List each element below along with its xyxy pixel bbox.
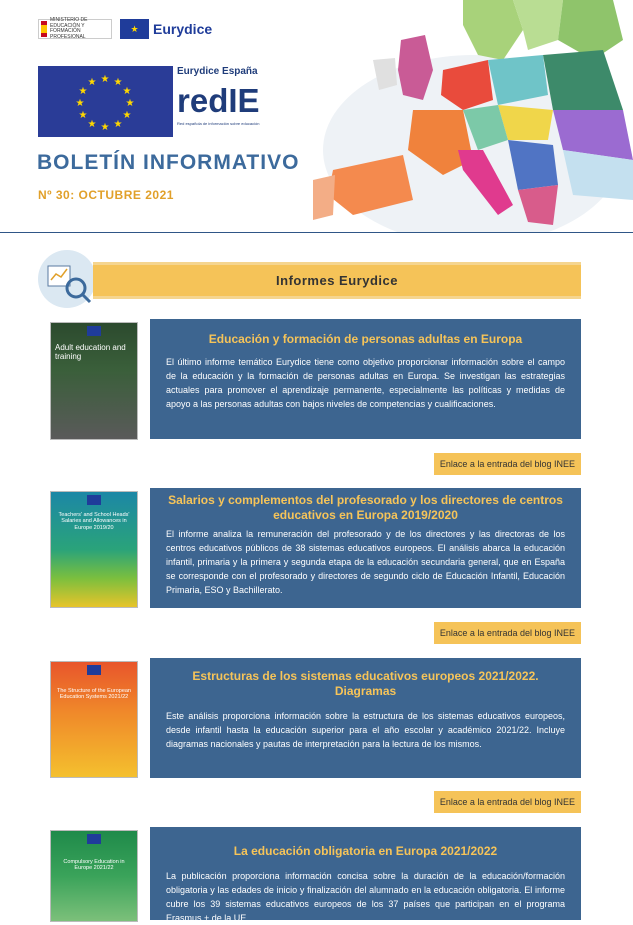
reports-magnifier-icon bbox=[38, 250, 96, 308]
article-card bbox=[150, 319, 581, 439]
cover-title: Compulsory Education in Europe 2021/22 bbox=[63, 859, 125, 872]
article-summary: El informe analiza la remuneración del profesorado y de los directores y las directoras de los centros educativos públicos de 38 sistemas educativos europeos. El análisis abarca la educación infantil, primaria y la primera y segunda etapa de la educación secundaria general, que en España se corresponde con el profesorado y directores de segundo ciclo de Educación Infantil, Educación Primaria, ESO y Bachillerato. bbox=[166, 529, 565, 595]
eu-flag-icon bbox=[87, 495, 101, 505]
eu-flag-icon bbox=[87, 665, 101, 675]
redie-subtitle: Red española de información sobre educación bbox=[177, 121, 260, 126]
eu-flag-large bbox=[38, 66, 173, 137]
svg-text:★: ★ bbox=[113, 119, 123, 130]
spain-flag-icon bbox=[41, 21, 47, 37]
issue-number: Nº 30: OCTUBRE 2021 bbox=[38, 188, 174, 202]
ministry-logo-text: MINISTERIO DE EDUCACIÓN Y FORMACIÓN PROFESIONAL bbox=[50, 17, 88, 40]
eu-flag-icon bbox=[87, 326, 101, 336]
blog-link[interactable]: Enlace a la entrada del blog INEE bbox=[434, 453, 581, 475]
page-title: BOLETÍN INFORMATIVO bbox=[37, 151, 300, 174]
article-title: Educación y formación de personas adultas en Europa bbox=[208, 332, 523, 346]
svg-text:★: ★ bbox=[78, 110, 88, 121]
cover-title: Teachers' and School Heads' Salaries and Allowances in Europe 2019/20 bbox=[58, 512, 130, 531]
article-summary: La publicación proporciona información concisa sobre la duración de la educación/formación obligatoria y las edades de inicio y finalización del alumnado en la educación obligatoria. El informe cubre los 39 sistemas educativos europeos de los 37 países que participan en el programa Erasmus + de la UE. bbox=[166, 871, 565, 923]
article-title: La educación obligatoria en Europa 2021/2022 bbox=[233, 844, 498, 858]
cover-title: The Structure of the European Education Systems 2021/22 bbox=[57, 688, 131, 701]
header-divider bbox=[0, 232, 633, 233]
svg-text:★: ★ bbox=[122, 110, 132, 121]
report-cover-teacher-salaries[interactable] bbox=[50, 491, 138, 608]
eu-flag-icon: ★ bbox=[120, 19, 149, 39]
eu-stars-icon bbox=[38, 66, 173, 137]
blog-link[interactable]: Enlace a la entrada del blog INEE bbox=[434, 622, 581, 644]
blog-link[interactable]: Enlace a la entrada del blog INEE bbox=[434, 791, 581, 813]
article-card bbox=[150, 658, 581, 778]
svg-text:★: ★ bbox=[75, 98, 85, 109]
eu-flag-icon bbox=[87, 834, 101, 844]
svg-text:★: ★ bbox=[78, 86, 88, 97]
article-card bbox=[150, 488, 581, 608]
svg-text:★: ★ bbox=[87, 119, 97, 130]
svg-text:★: ★ bbox=[125, 98, 135, 109]
redie-network-label: Eurydice España bbox=[177, 66, 258, 77]
cover-title: Adult education and training bbox=[55, 343, 126, 362]
europe-map-graphic bbox=[313, 0, 633, 233]
article-title: Salarios y complementos del profesorado y los directores de centros educativos en Europa 2019/2020 bbox=[168, 493, 563, 522]
institution-logos bbox=[38, 19, 212, 39]
svg-text:★: ★ bbox=[122, 86, 132, 97]
article-summary: El último informe temático Eurydice tiene como objetivo proporcionar información sobre el campo de la educación y la formación de personas adultas en Europa. Se investigan las estrategias actuales para promover el aprendizaje permanente, especialmente las políticas y medidas de apoyo a las personas adultas con bajos niveles de competencias y cualificaciones. bbox=[166, 357, 565, 409]
section-header bbox=[93, 262, 581, 299]
report-cover-compulsory-education[interactable] bbox=[50, 830, 138, 922]
redie-logo bbox=[177, 66, 260, 126]
svg-text:★: ★ bbox=[100, 122, 110, 133]
svg-text:★: ★ bbox=[113, 77, 123, 88]
eurydice-logo-text: Eurydice bbox=[153, 21, 213, 37]
article-summary: Este análisis proporciona información sobre la estructura de los sistemas educativos europeos, desde infantil hasta la educación superior para el año escolar y académico 2021/22. Incluye diagramas nacionales y pautas de interpretación para la lectura de los mismos. bbox=[166, 711, 565, 749]
svg-text:★: ★ bbox=[87, 77, 97, 88]
report-cover-adult-education[interactable] bbox=[50, 322, 138, 440]
svg-text:★: ★ bbox=[100, 74, 110, 85]
ministry-logo bbox=[38, 19, 112, 39]
article-title: Estructuras de los sistemas educativos europeos 2021/2022. Diagramas bbox=[192, 669, 539, 698]
eurydice-logo bbox=[120, 19, 212, 39]
report-cover-education-structures[interactable] bbox=[50, 661, 138, 778]
redie-title: redIE bbox=[177, 82, 260, 119]
section-title: Informes Eurydice bbox=[276, 273, 398, 288]
newsletter-header bbox=[0, 0, 633, 233]
article-card bbox=[150, 827, 581, 923]
